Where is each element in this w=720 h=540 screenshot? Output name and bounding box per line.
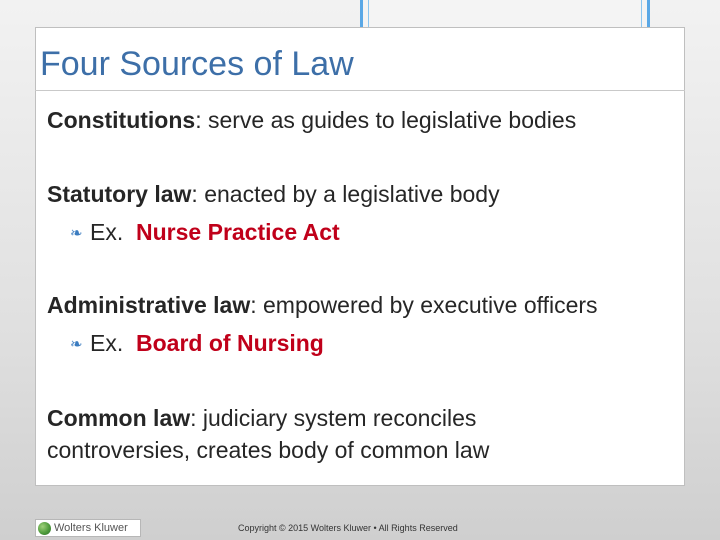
example-statutory-law — [70, 216, 340, 250]
feather-bullet-icon: ❧ — [70, 336, 83, 353]
term-label: Constitutions — [47, 107, 196, 133]
term-description: : judiciary system reconciles controversies, creates body of common law — [47, 405, 490, 463]
term-label: Statutory law — [47, 181, 192, 207]
term-label: Common law — [47, 405, 191, 431]
logo-text: Wolters Kluwer — [54, 522, 128, 534]
example-prefix: Ex. — [90, 330, 124, 356]
source-statutory-law — [47, 178, 667, 210]
example-prefix: Ex. — [90, 219, 124, 245]
term-description: : empowered by executive officers — [250, 292, 598, 318]
globe-logo-icon — [38, 522, 51, 535]
example-text: Board of Nursing — [136, 330, 324, 356]
title-divider — [35, 90, 685, 91]
example-text: Nurse Practice Act — [136, 219, 340, 245]
source-common-law — [47, 402, 587, 466]
copyright-notice: Copyright © 2015 Wolters Kluwer • All Rights Reserved — [238, 523, 458, 533]
publisher-logo — [35, 519, 141, 537]
feather-bullet-icon: ❧ — [70, 225, 83, 242]
example-administrative-law — [70, 327, 324, 361]
source-administrative-law — [47, 289, 667, 321]
term-label: Administrative law — [47, 292, 251, 318]
source-constitutions — [47, 104, 667, 136]
slide-title: Four Sources of Law — [40, 45, 354, 83]
term-description: : enacted by a legislative body — [191, 181, 500, 207]
term-description: : serve as guides to legislative bodies — [195, 107, 577, 133]
